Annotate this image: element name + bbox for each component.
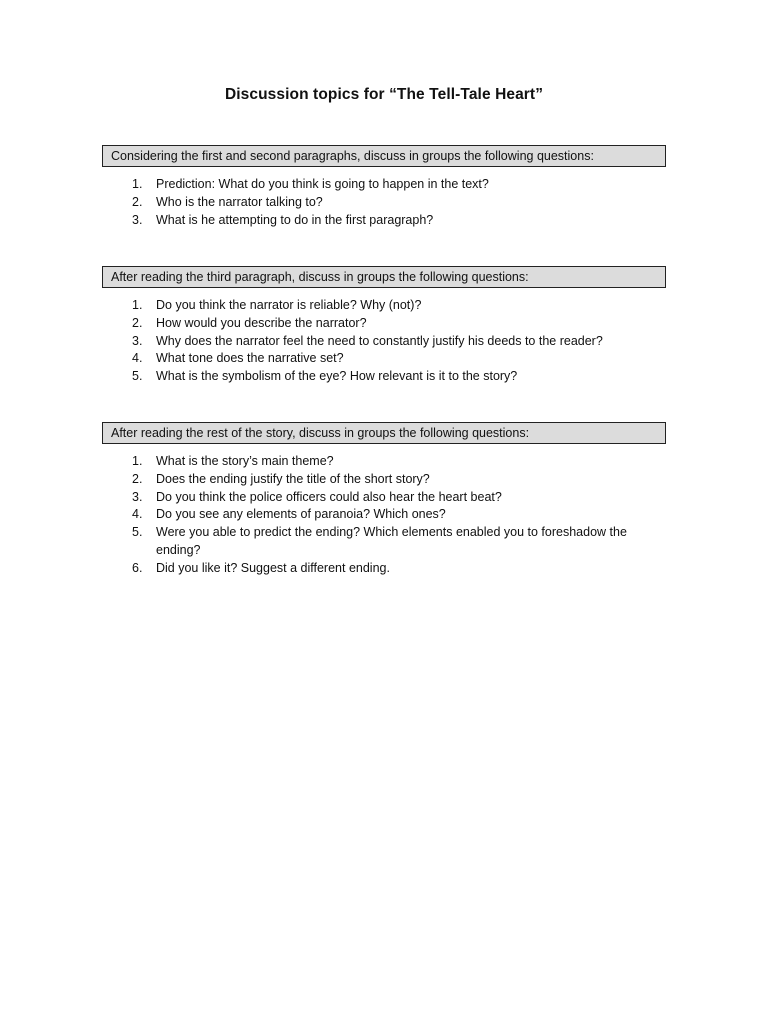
section-rest-of-story	[102, 422, 666, 578]
question-text: How would you describe the narrator?	[156, 315, 367, 330]
question-item	[102, 453, 666, 471]
question-text: Prediction: What do you think is going to happen in the text?	[156, 177, 489, 191]
question-text: Do you see any elements of paranoia? Which ones?	[156, 507, 446, 522]
question-number: 3.	[132, 489, 143, 504]
question-number: 2.	[132, 315, 143, 330]
question-text: Do you think the narrator is reliable? Why (not)?	[156, 298, 422, 312]
section-header: After reading the rest of the story, discuss in groups the following questions:	[102, 422, 666, 444]
question-item	[102, 368, 666, 386]
question-item	[102, 194, 666, 212]
question-item	[102, 297, 666, 315]
question-item	[102, 524, 666, 560]
question-item	[102, 212, 666, 230]
section-first-second-paragraphs	[102, 145, 666, 229]
question-number: 1.	[132, 454, 143, 468]
question-number: 2.	[132, 194, 143, 209]
question-item	[102, 506, 666, 524]
question-text: Did you like it? Suggest a different ending.	[156, 560, 390, 575]
question-item	[102, 489, 666, 507]
question-list	[102, 176, 666, 229]
question-number: 1.	[132, 177, 143, 191]
question-number: 4.	[132, 351, 143, 366]
question-item	[102, 315, 666, 333]
question-number: 5.	[132, 369, 143, 384]
question-item	[102, 560, 666, 578]
question-text: What is he attempting to do in the first paragraph?	[156, 212, 434, 227]
question-text: Were you able to predict the ending? Which elements enabled you to foreshadow the ending?	[156, 525, 627, 557]
question-number: 3.	[132, 212, 143, 227]
question-text: What tone does the narrative set?	[156, 351, 344, 366]
section-header: Considering the first and second paragraphs, discuss in groups the following questions:	[102, 145, 666, 167]
question-text: Why does the narrator feel the need to constantly justify his deeds to the reader?	[156, 333, 603, 348]
question-number: 6.	[132, 560, 143, 575]
section-third-paragraph	[102, 266, 666, 386]
question-item	[102, 176, 666, 194]
question-list	[102, 453, 666, 578]
question-item	[102, 350, 666, 368]
question-list	[102, 297, 666, 386]
question-text: Does the ending justify the title of the short story?	[156, 471, 430, 486]
question-text: Who is the narrator talking to?	[156, 194, 323, 209]
question-text: What is the symbolism of the eye? How relevant is it to the story?	[156, 369, 518, 384]
question-number: 4.	[132, 507, 143, 522]
question-number: 2.	[132, 471, 143, 486]
question-number: 1.	[132, 298, 143, 312]
question-item	[102, 333, 666, 351]
question-text: What is the story’s main theme?	[156, 454, 334, 468]
section-header: After reading the third paragraph, discuss in groups the following questions:	[102, 266, 666, 288]
question-item	[102, 471, 666, 489]
question-number: 3.	[132, 333, 143, 348]
question-text: Do you think the police officers could also hear the heart beat?	[156, 489, 502, 504]
question-number: 5.	[132, 525, 143, 540]
document-title: Discussion topics for “The Tell-Tale Heart”	[224, 86, 544, 103]
